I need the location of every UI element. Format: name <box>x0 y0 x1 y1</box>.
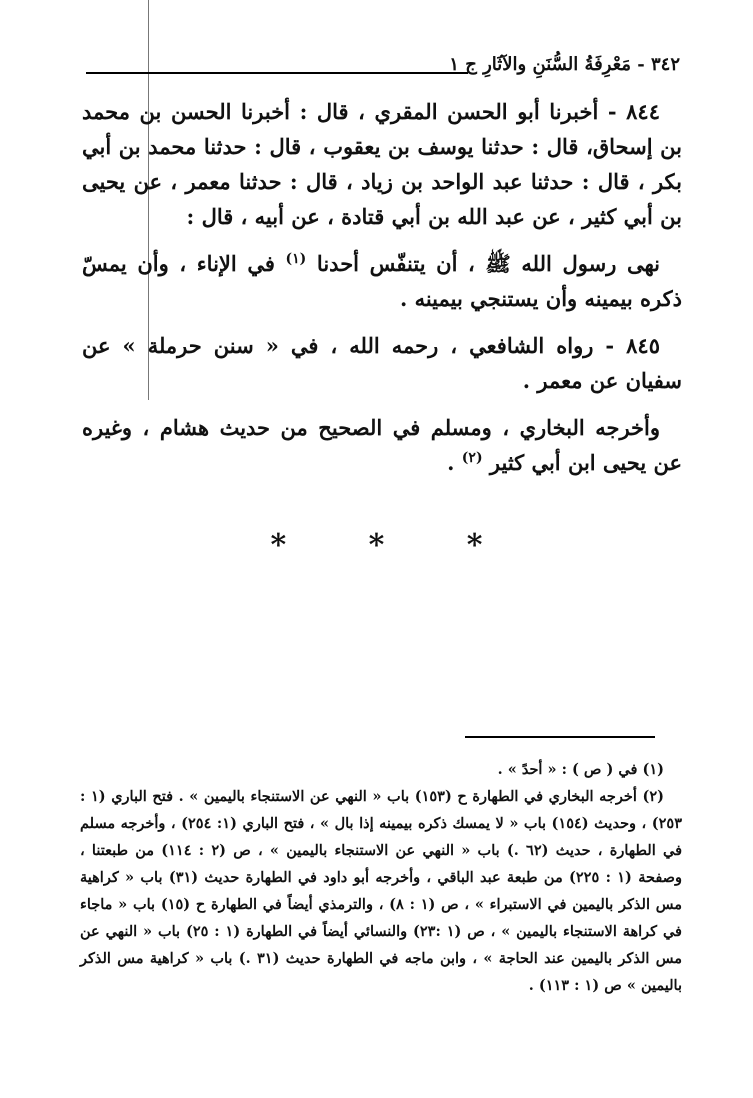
footnote-rule <box>465 736 655 738</box>
footnote-1: (١) في ( ص ) : « أحدً » . <box>497 761 664 778</box>
main-text <box>82 94 682 486</box>
footnote-ref-2[interactable]: (٢) <box>461 450 483 466</box>
takhrij-paragraph <box>82 410 682 480</box>
footnote-2: (٢) أخرجه البخاري في الطهارة ح (١٥٣) باب « النهي عن الاستنجاء باليمين » . فتح الباري (١ : ٢٥٣) ، وحديث (١٥٤) باب « لا يمسك ذكره بيمينه إذا بال » ، فتح الباري (١: ٢٥٤) ، وأخرجه مسلم في الطهارة ، حديث (٦٢ .) باب « النهي عن الاستنجاء باليمين » ، ص (٢ : ١١٤) من طبعتنا ، وصفحة (١ : ٢٢٥) من طبعة عبد الباقي ، وأخرجه أبو داود في الطهارة حديث (٣١) باب « كراهية مس الذكر باليمين في الاستبراء » ، ص (١ : ٨) ، والترمذي أيضاً في الطهارة ح (١٥) باب « ماجاء في كراهة الاستنجاء باليمين » ، ص (١ :٢٣) والنسائي أيضاً في الطهارة (١ : ٢٥) باب « النهي عن مس الذكر باليمين عند الحاجة » ، وابن ماجه في الطهارة حديث (٣١ .) باب « كراهية مس الذكر باليمين » ص (١ : ١١٣) . <box>80 788 683 994</box>
hadith-844-matn <box>82 246 682 316</box>
hadith-845: ٨٤٥ - رواه الشافعي ، رحمه الله ، في « سنن حرملة » عن سفيان عن معمر . <box>82 333 682 393</box>
hadith-844-isnad: ٨٤٤ - أخبرنا أبو الحسن المقري ، قال : أخبرنا الحسن بن محمد بن إسحاق، قال : حدثنا يوسف بن يعقوب ، قال : حدثنا محمد بن أبي بكر ، قال : حدثنا عبد الواحد بن زياد ، قال : حدثنا معمر ، عن يحيى بن أبي كثير ، عن عبد الله بن أبي قتادة ، عن أبيه ، قال : <box>82 99 682 229</box>
matn-text-start: نهى رسول الله ﷺ ، أن يتنفّس أحدنا <box>316 251 660 276</box>
footnotes <box>80 756 682 999</box>
running-header <box>86 54 680 84</box>
matn-text-end: في الإناء ، وأن يمسّ ذكره بيمينه وأن يستنجي بيمينه . <box>82 251 682 311</box>
takhrij-text: وأخرجه البخاري ، ومسلم في الصحيح من حديث هشام ، وغيره عن يحيى ابن أبي كثير <box>82 415 682 475</box>
footnote-ref-1[interactable]: (١) <box>285 251 307 267</box>
running-title: ٣٤٢ - مَعْرِفَةُ السُّنَنِ والآثَارِ ج ١ <box>449 54 680 75</box>
header-rule <box>86 72 468 74</box>
takhrij-end: . <box>447 450 455 475</box>
section-separator: * * * <box>270 528 519 563</box>
